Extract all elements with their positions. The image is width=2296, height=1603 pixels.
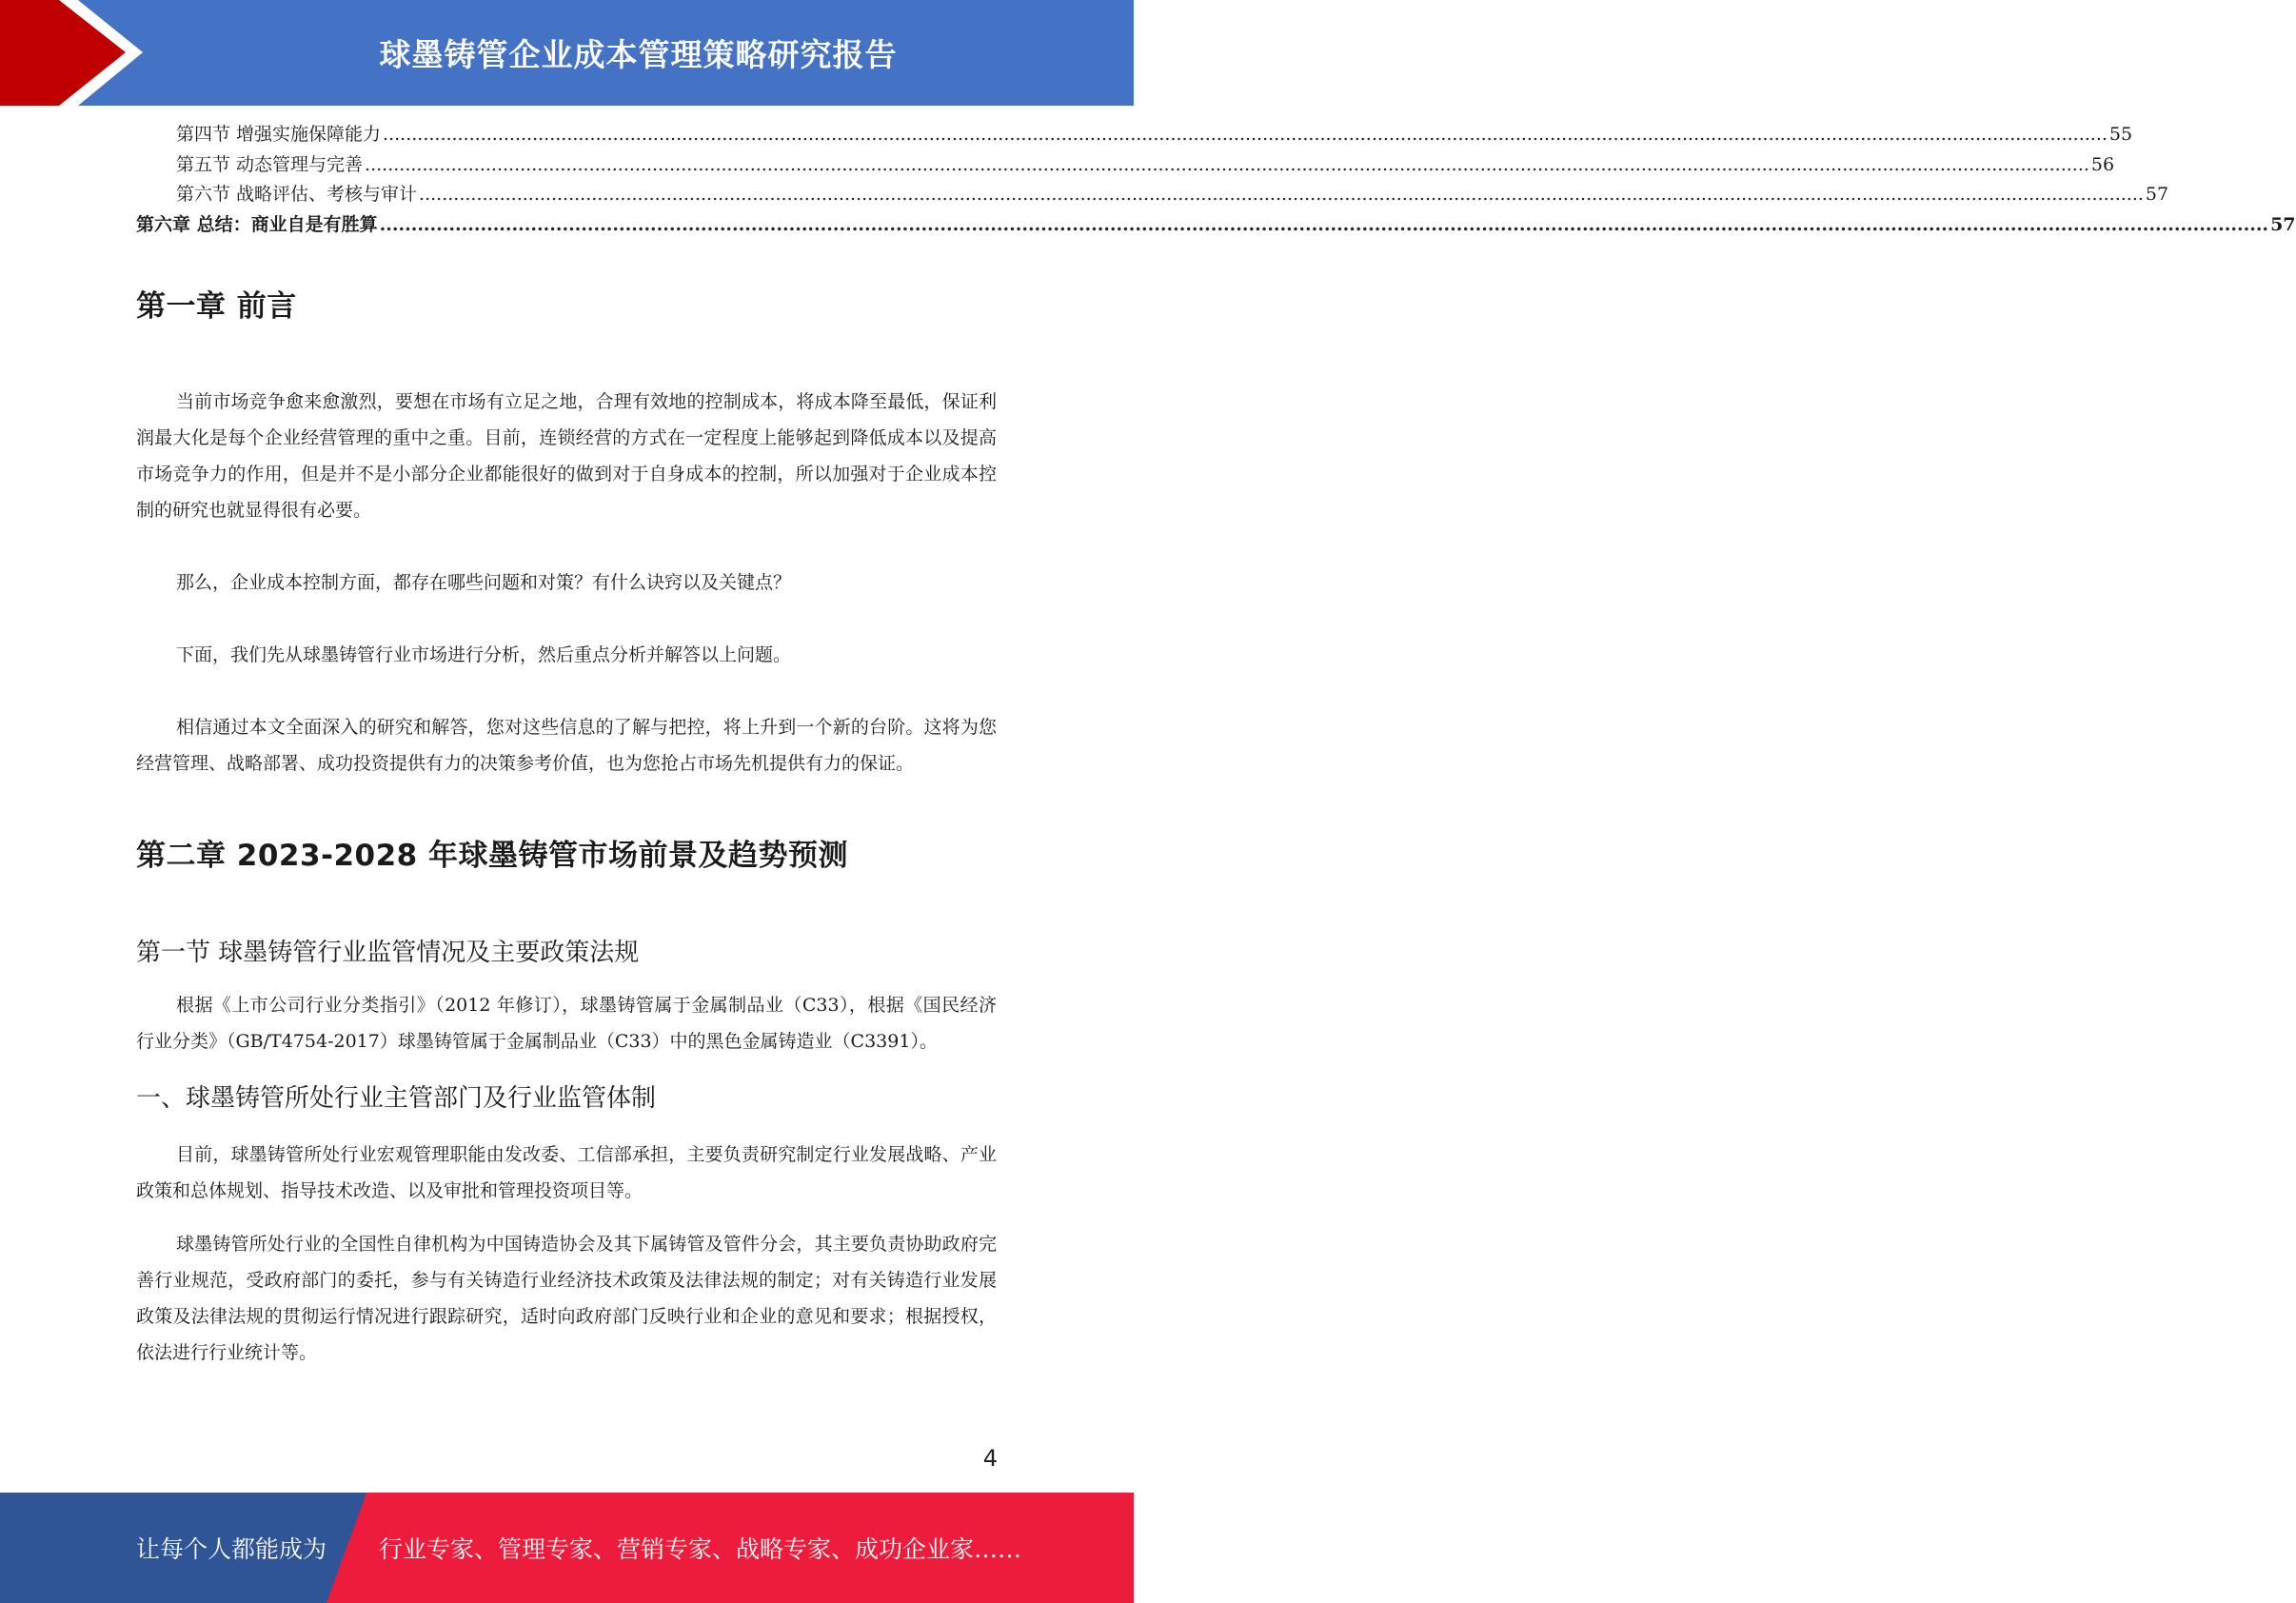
footer-slogan-left: 让每个人都能成为 — [136, 1535, 327, 1563]
page-header — [0, 0, 1134, 106]
page-number: 4 — [982, 1445, 998, 1472]
report-title: 球墨铸管企业成本管理策略研究报告 — [379, 36, 898, 73]
table-of-contents — [136, 120, 2296, 240]
toc-entry-page: 57 — [2145, 184, 2169, 205]
paragraph: 下面，我们先从球墨铸管行业市场进行分析，然后重点分析并解答以上问题。 — [176, 644, 792, 665]
paragraph: 球墨铸管所处行业的全国性自律机构为中国铸造协会及其下属铸管及管件分会，其主要负责协助政府完善行业规范，受政府部门的委托，参与有关铸造行业经济技术政策及法律法规的制定；对有关铸造行业发展政策及法律法规的贯彻运行情况进行跟踪研究，适时向政府部门反映行业和企业的意见和要求；根据授权，依法进行行业统计等。 — [136, 1234, 997, 1363]
toc-entry[interactable] — [136, 150, 2115, 181]
toc-entry[interactable] — [136, 210, 2296, 241]
paragraph: 当前市场竞争愈来愈激烈，要想在市场有立足之地，合理有效地的控制成本，将成本降至最低，保证利润最大化是每个企业经营管理的重中之重。目前，连锁经营的方式在一定程度上能够起到降低成本以及提高市场竞争力的作用，但是并不是小部分企业都能很好的做到对于自身成本的控制，所以加强对于企业成本控制的研究也就显得很有必要。 — [136, 391, 997, 521]
paragraph: 根据《上市公司行业分类指引》（2012 年修订），球墨铸管属于金属制品业（C33），根据《国民经济行业分类》（GB/T4754-2017）球墨铸管属于金属制品业（C33）中的黑色金属铸造业（C3391）。 — [136, 995, 997, 1052]
section-1-heading: 第一节 球墨铸管行业监管情况及主要政策法规 — [136, 939, 640, 967]
toc-leader-dots: ............................................................................................................................................................................................................................................................................................................ — [379, 213, 2269, 235]
subsection-heading: 一、球墨铸管所处行业主管部门及行业监管体制 — [136, 1084, 657, 1113]
toc-leader-dots: ............................................................................................................................................................................................................................................................................................................ — [365, 153, 2089, 175]
paragraph: 相信通过本文全面深入的研究和解答，您对这些信息的了解与把控，将上升到一个新的台阶。这将为您经营管理、战略部署、成功投资提供有力的决策参考价值，也为您抢占市场先机提供有力的保证。 — [136, 717, 997, 774]
toc-entry-page: 56 — [2090, 153, 2115, 175]
toc-entry-title: 第四节 增强实施保障能力 — [176, 124, 382, 145]
toc-entry-page: 57 — [2270, 213, 2296, 235]
toc-entry-title: 第六章 总结：商业自是有胜算 — [136, 213, 378, 235]
toc-entry[interactable] — [136, 180, 2169, 210]
page-footer — [0, 1493, 1134, 1603]
paragraph: 那么，企业成本控制方面，都存在哪些问题和对策？有什么诀窍以及关键点？ — [176, 572, 792, 593]
header-arrow-decoration — [0, 0, 162, 106]
paragraph: 目前，球墨铸管所处行业宏观管理职能由发改委、工信部承担，主要负责研究制定行业发展战略、产业政策和总体规划、指导技术改造、以及审批和管理投资项目等。 — [136, 1144, 997, 1201]
toc-entry[interactable] — [136, 120, 2133, 150]
toc-leader-dots: ............................................................................................................................................................................................................................................................................................................ — [383, 124, 2108, 145]
page-content — [136, 120, 2296, 1371]
toc-entry-title: 第五节 动态管理与完善 — [176, 153, 364, 175]
toc-entry-page: 55 — [2108, 124, 2133, 145]
chapter-1-heading: 第一章 前言 — [136, 289, 297, 324]
footer-slogan-right: 行业专家、管理专家、营销专家、战略专家、成功企业家…… — [379, 1535, 1022, 1563]
chapter-2-heading: 第二章 2023-2028 年球墨铸管市场前景及趋势预测 — [136, 839, 849, 873]
toc-leader-dots: ............................................................................................................................................................................................................................................................................................................ — [419, 184, 2144, 205]
toc-entry-title: 第六节 战略评估、考核与审计 — [176, 184, 418, 205]
